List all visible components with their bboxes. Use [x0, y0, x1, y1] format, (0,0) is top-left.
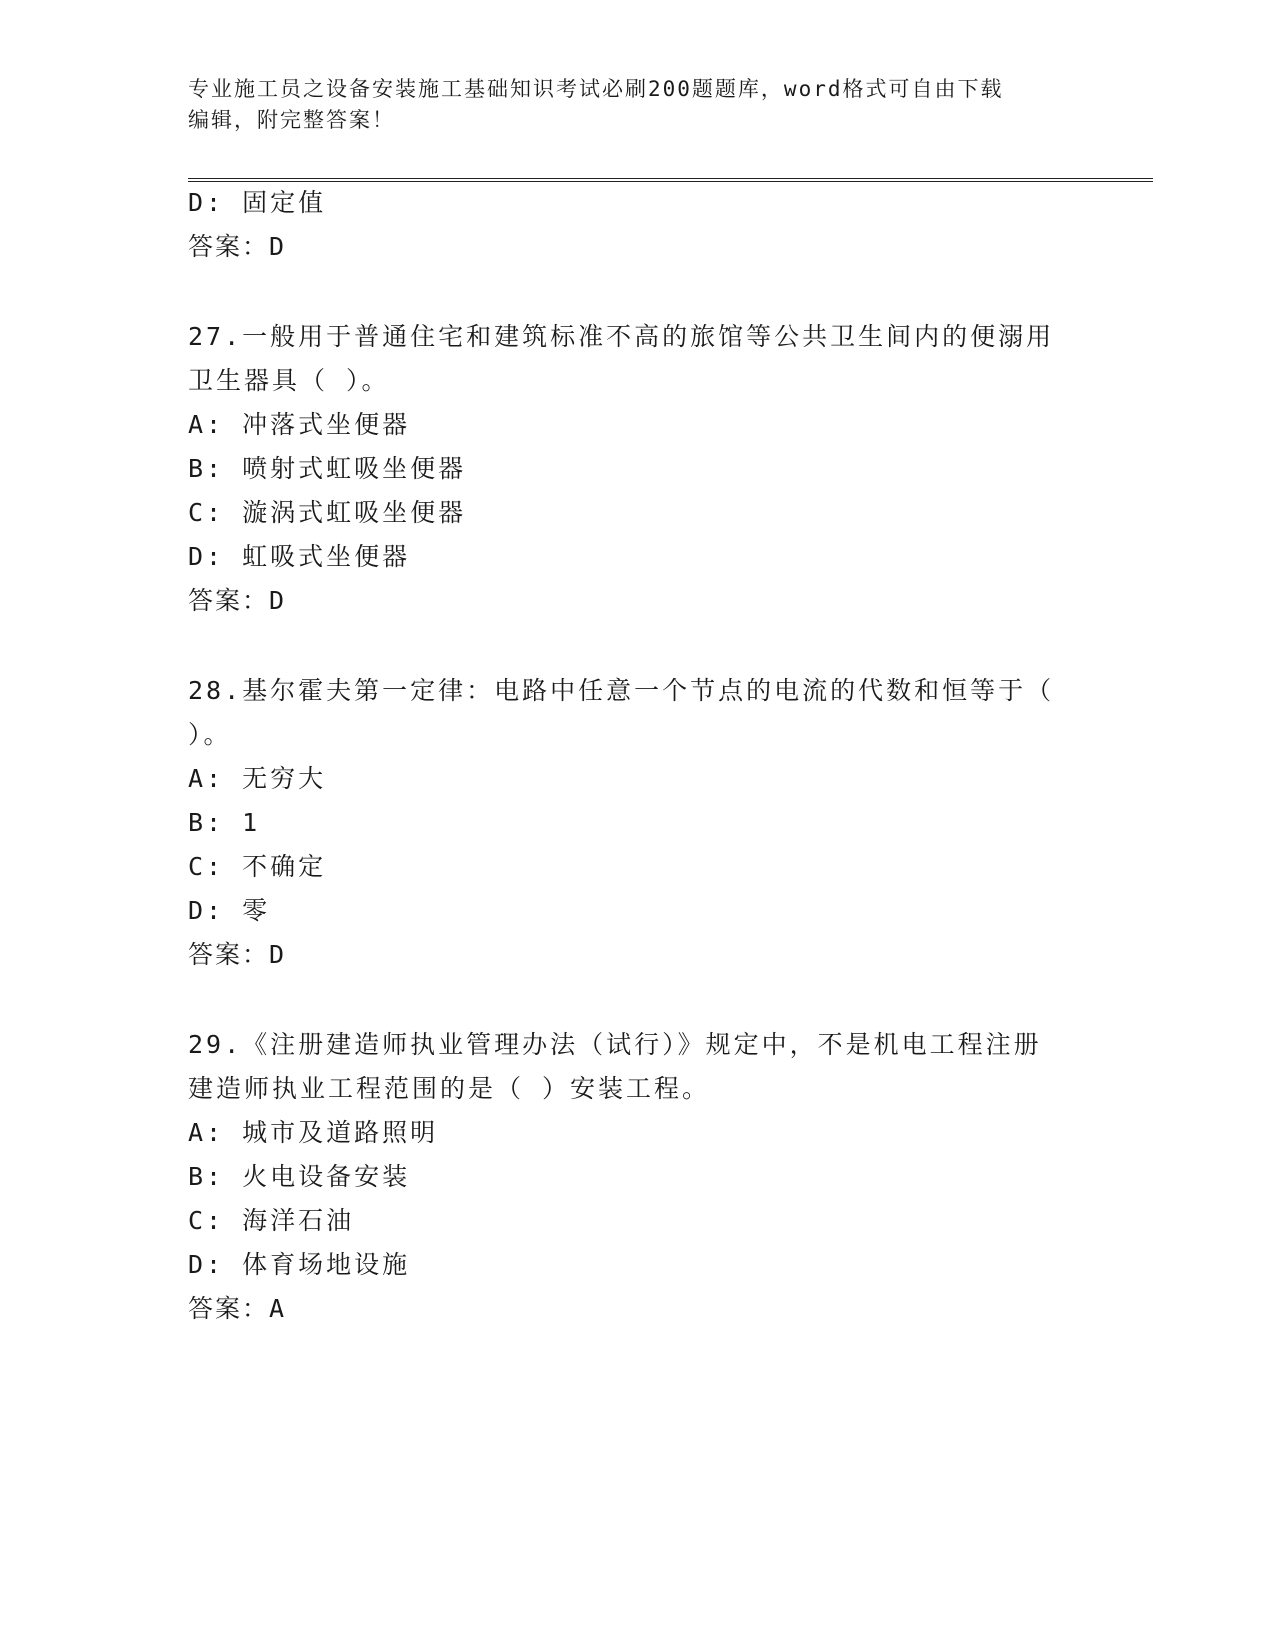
- question-stem-29-line-1: 29.《注册建造师执业管理办法（试行）》规定中，不是机电工程注册: [188, 1030, 1042, 1059]
- option-d: D: 固定值: [188, 188, 327, 217]
- question-29-option-c: C: 海洋石油: [188, 1206, 355, 1235]
- header-divider: [188, 178, 1153, 182]
- question-28-answer: 答案：D: [188, 940, 287, 969]
- question-27-answer: 答案：D: [188, 586, 287, 615]
- header-line-2: 编辑，附完整答案！: [188, 108, 395, 132]
- answer-line: 答案：D: [188, 232, 287, 261]
- question-28-option-a: A: 无穷大: [188, 764, 327, 793]
- question-28-option-b: B: 1: [188, 808, 261, 837]
- question-29-option-d: D: 体育场地设施: [188, 1250, 411, 1279]
- header-line-1: 专业施工员之设备安装施工基础知识考试必刷200题题库，word格式可自由下载: [188, 77, 1004, 101]
- question-28-option-d: D: 零: [188, 896, 271, 925]
- question-29-option-a: A: 城市及道路照明: [188, 1118, 439, 1147]
- question-stem-29-line-2: 建造师执业工程范围的是（ ）安装工程。: [188, 1074, 711, 1103]
- question-27-option-b: B: 喷射式虹吸坐便器: [188, 454, 467, 483]
- question-stem-28-line-2: ）。: [188, 720, 232, 749]
- document-header: [188, 74, 1088, 136]
- question-stem-28-line-1: 28.基尔霍夫第一定律：电路中任意一个节点的电流的代数和恒等于（: [188, 676, 1055, 705]
- question-29-answer: 答案：A: [188, 1294, 287, 1323]
- question-29-option-b: B: 火电设备安装: [188, 1162, 411, 1191]
- question-27-option-c: C: 漩涡式虹吸坐便器: [188, 498, 467, 527]
- question-stem-27-line-2: 卫生器具（ ）。: [188, 366, 390, 395]
- question-27-option-a: A: 冲落式坐便器: [188, 410, 411, 439]
- question-28-option-c: C: 不确定: [188, 852, 327, 881]
- question-27-option-d: D: 虹吸式坐便器: [188, 542, 411, 571]
- question-stem-27-line-1: 27.一般用于普通住宅和建筑标准不高的旅馆等公共卫生间内的便溺用: [188, 322, 1055, 351]
